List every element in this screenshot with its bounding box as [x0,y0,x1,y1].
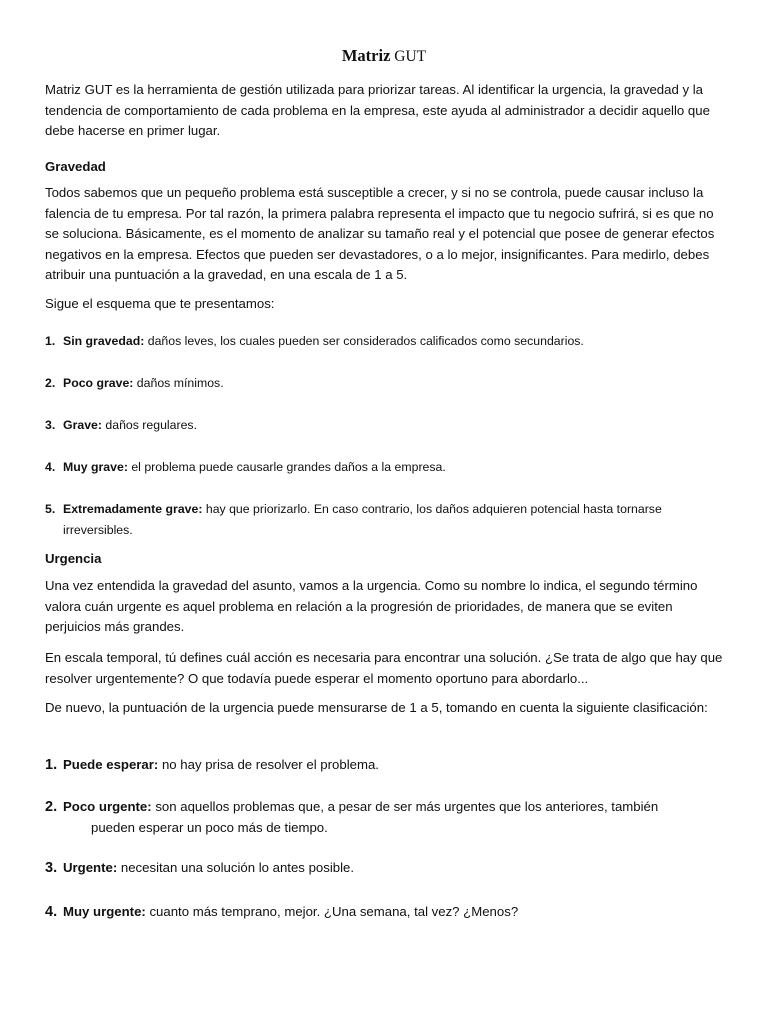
list-desc: daños mínimos. [133,376,224,390]
list-desc: hay que priorizarlo. En caso contrario, los daños adquieren potencial hasta tornarse [202,502,662,516]
list-number: 1. [45,334,56,348]
list-desc: no hay prisa de resolver el problema. [158,757,379,772]
intro-paragraph: Matriz GUT es la herramienta de gestión utilizada para priorizar tareas. Al identificar la urgencia, la gravedad y la tendencia de comportamiento de cada problema en la empresa, este ayuda al administrador a decidir aquello que debe hacerse en primer lugar. [45,82,710,138]
urgencia-paragraph-3: De nuevo, la puntuación de la urgencia puede mensurarse de 1 a 5, tomando en cuenta la siguiente clasificación: [45,700,708,715]
list-desc: daños leves, los cuales pueden ser considerados calificados como secundarios. [144,334,584,348]
list-desc: daños regulares. [101,418,197,432]
urgencia-item-3 [45,858,705,879]
list-number: 3. [45,860,58,876]
list-number: 4. [45,460,56,474]
title-bold: Matriz [341,46,391,65]
gravedad-heading: Gravedad [45,159,106,174]
list-desc: son aquellos problemas que, a pesar de ser más urgentes que los anteriores, también [151,799,659,814]
list-number: 2. [45,799,58,815]
list-term: Urgente: [63,860,118,875]
urgencia-item-2 [45,797,705,838]
list-number: 5. [45,502,56,516]
urgencia-item-4 [45,902,705,923]
list-number: 2. [45,376,56,390]
list-term: Grave: [63,418,102,432]
list-term: Poco urgente: [63,799,152,814]
list-term: Puede esperar: [63,757,159,772]
urgencia-paragraph-1: Una vez entendida la gravedad del asunto, vamos a la urgencia. Como su nombre lo indica, el segundo término valora cuán urgente es aquel problema en relación a la progresión de prioridades, de manera que se eviten perjuicios más grandes. [45,578,698,634]
gravedad-item-1 [45,331,705,352]
list-number: 1. [45,757,58,773]
list-desc-continuation: irreversibles. [63,522,133,537]
urgencia-heading: Urgencia [45,551,102,566]
urgencia-paragraph-2: En escala temporal, tú defines cuál acción es necesaria para encontrar una solución. ¿Se trata de algo que hay que resolver urgentemente? O que todavía puede esperar el momento oportuno para abordarlo... [45,650,723,686]
list-term: Poco grave: [63,376,134,390]
list-term: Muy grave: [63,460,128,474]
list-desc: necesitan una solución lo antes posible. [117,860,355,875]
gravedad-item-4 [45,457,705,478]
list-term: Muy urgente: [63,904,146,919]
list-desc: cuanto más temprano, mejor. ¿Una semana, tal vez? ¿Menos? [145,904,519,919]
list-term: Sin gravedad: [63,334,145,348]
list-desc: el problema puede causarle grandes daños a la empresa. [127,460,446,474]
list-desc-continuation: pueden esperar un poco más de tiempo. [91,819,328,835]
gravedad-item-5 [45,499,705,540]
list-number: 4. [45,904,58,920]
list-term: Extremadamente grave: [63,502,203,516]
gravedad-item-2 [45,373,705,394]
gravedad-item-3 [45,415,705,436]
gravedad-paragraph: Todos sabemos que un pequeño problema está susceptible a crecer, y si no se controla, puede causar incluso la falencia de tu empresa. Por tal razón, la primera palabra representa el impacto que tu negocio sufrirá, si es que no se soluciona. Básicamente, es el momento de analizar su tamaño real y el potencial que posee de generar efectos negativos en la empresa. Efectos que pueden ser devastadores, o a lo mejor, insignificantes. Para medirlo, debes atribuir una puntuación a la gravedad, en una escala de 1 a 5. [45,185,715,282]
page-title [0,46,768,68]
urgencia-item-1 [45,755,705,776]
list-number: 3. [45,418,56,432]
title-rest: GUT [390,48,427,65]
gravedad-scheme-intro: Sigue el esquema que te presentamos: [45,296,275,311]
